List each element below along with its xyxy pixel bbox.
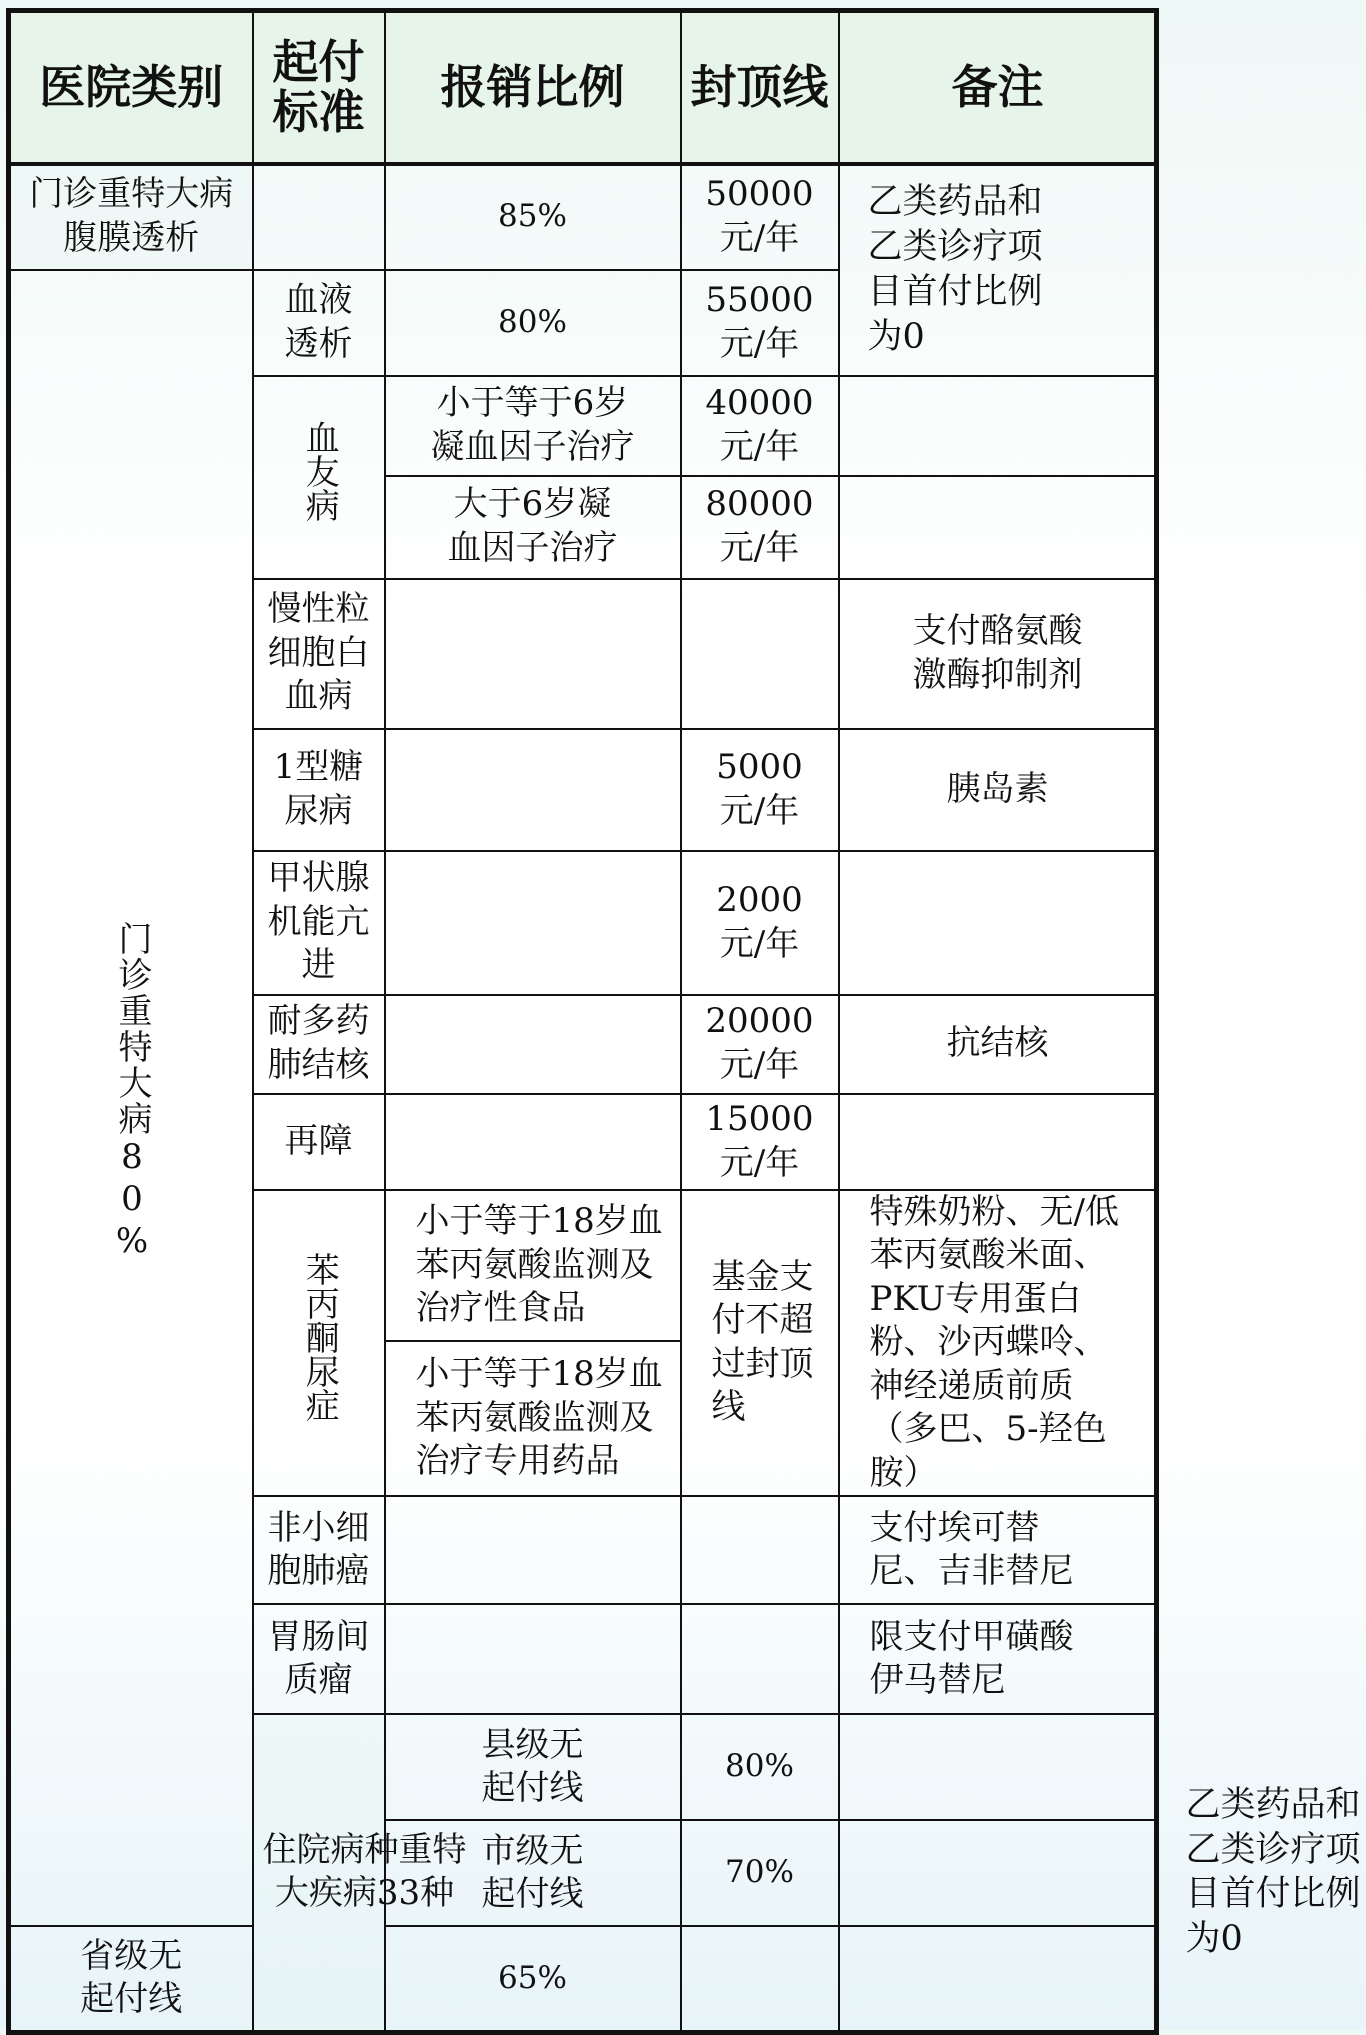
policy-table-container <box>6 8 1361 2020</box>
inpatient-county-cap <box>839 1714 1157 1820</box>
peritoneal-deductible <box>253 164 385 270</box>
pku-note: 特殊奶粉、无/低苯丙氨酸米面、PKU专用蛋白粉、沙丙蝶呤、神经递质前质（多巴、5-羟色胺） <box>839 1190 1157 1497</box>
aplastic-note <box>839 1094 1157 1190</box>
header-ratio: 报销比例 <box>385 11 681 164</box>
pku-disease: 苯丙酮尿症 <box>253 1190 385 1497</box>
mdrtb-cap: 20000元/年 <box>681 995 839 1094</box>
inpatient-city-deductible: 市级无起付线 <box>385 1820 681 1926</box>
gist-note: 限支付甲磺酸伊马替尼 <box>839 1604 1157 1714</box>
inpatient-county-deductible: 县级无起付线 <box>385 1714 681 1820</box>
peritoneal-ratio: 85% <box>385 164 681 270</box>
table-row <box>9 1926 1157 2032</box>
inpatient-province-ratio: 65% <box>385 1926 681 2032</box>
nsclc-ratio <box>385 1496 681 1604</box>
shared-note-top: 乙类药品和乙类诊疗项目首付比例为0 <box>839 164 1157 376</box>
cml-ratio <box>385 579 681 729</box>
pku-sub2-ratio: 小于等于18岁血苯丙氨酸监测及治疗专用药品 <box>385 1341 681 1496</box>
cml-cap <box>681 579 839 729</box>
pku-sub1-ratio: 小于等于18岁血苯丙氨酸监测及治疗性食品 <box>385 1190 681 1342</box>
reimbursement-table <box>6 8 1361 2035</box>
gist-ratio <box>385 1604 681 1714</box>
hyperthyroid-disease: 甲状腺机能亢进 <box>253 851 385 995</box>
aplastic-cap: 15000元/年 <box>681 1094 839 1190</box>
hemodialysis-ratio: 80% <box>385 270 681 376</box>
table-row <box>9 164 1157 270</box>
hemophilia-sub2-ratio: 大于6岁凝血因子治疗 <box>385 476 681 579</box>
peritoneal-category: 门诊重特大病腹膜透析 <box>9 164 253 270</box>
table-row: 住院病种重特大疾病33种 县级无起付线 80% 乙类药品和乙类诊疗项目首付比例为0 <box>9 1714 1157 1820</box>
hyperthyroid-ratio <box>385 851 681 995</box>
pku-cap: 基金支付不超过封顶线 <box>681 1190 839 1497</box>
t1d-ratio <box>385 729 681 851</box>
hemophilia-sub1-ratio: 小于等于6岁凝血因子治疗 <box>385 376 681 476</box>
hemophilia-sub2-note <box>839 476 1157 579</box>
hemophilia-sub2-cap: 80000元/年 <box>681 476 839 579</box>
gist-cap <box>681 1604 839 1714</box>
hyperthyroid-cap: 2000元/年 <box>681 851 839 995</box>
inpatient-city-cap <box>839 1820 1157 1926</box>
hemodialysis-disease: 血液透析 <box>253 270 385 376</box>
mdrtb-ratio <box>385 995 681 1094</box>
hemophilia-sub1-note <box>839 376 1157 476</box>
header-category: 医院类别 <box>9 11 253 164</box>
cml-disease: 慢性粒细胞白血病 <box>253 579 385 729</box>
hemophilia-disease: 血友病 <box>253 376 385 579</box>
header-cap: 封顶线 <box>681 11 839 164</box>
nsclc-disease: 非小细胞肺癌 <box>253 1496 385 1604</box>
peritoneal-cap: 50000元/年 <box>681 164 839 270</box>
header-row <box>9 11 1157 164</box>
t1d-cap: 5000元/年 <box>681 729 839 851</box>
hemophilia-sub1-cap: 40000元/年 <box>681 376 839 476</box>
hemodialysis-cap: 55000元/年 <box>681 270 839 376</box>
hyperthyroid-note <box>839 851 1157 995</box>
gist-disease: 胃肠间质瘤 <box>253 1604 385 1714</box>
outpatient-group-label: 门诊重特大病80% <box>9 270 253 1927</box>
inpatient-city-ratio: 70% <box>681 1820 839 1926</box>
nsclc-cap <box>681 1496 839 1604</box>
cml-note: 支付酪氨酸激酶抑制剂 <box>839 579 1157 729</box>
mdrtb-disease: 耐多药肺结核 <box>253 995 385 1094</box>
inpatient-province-deductible: 省级无起付线 <box>9 1926 253 2032</box>
aplastic-ratio <box>385 1094 681 1190</box>
inpatient-province-cap <box>681 1926 839 2032</box>
nsclc-note: 支付埃可替尼、吉非替尼 <box>839 1496 1157 1604</box>
mdrtb-note: 抗结核 <box>839 995 1157 1094</box>
header-note: 备注 <box>839 11 1157 164</box>
header-deductible: 起付标准 <box>253 11 385 164</box>
inpatient-county-ratio: 80% <box>681 1714 839 1820</box>
t1d-disease: 1型糖尿病 <box>253 729 385 851</box>
aplastic-disease: 再障 <box>253 1094 385 1190</box>
inpatient-category: 住院病种重特大疾病33种 <box>253 1714 385 2032</box>
t1d-note: 胰岛素 <box>839 729 1157 851</box>
